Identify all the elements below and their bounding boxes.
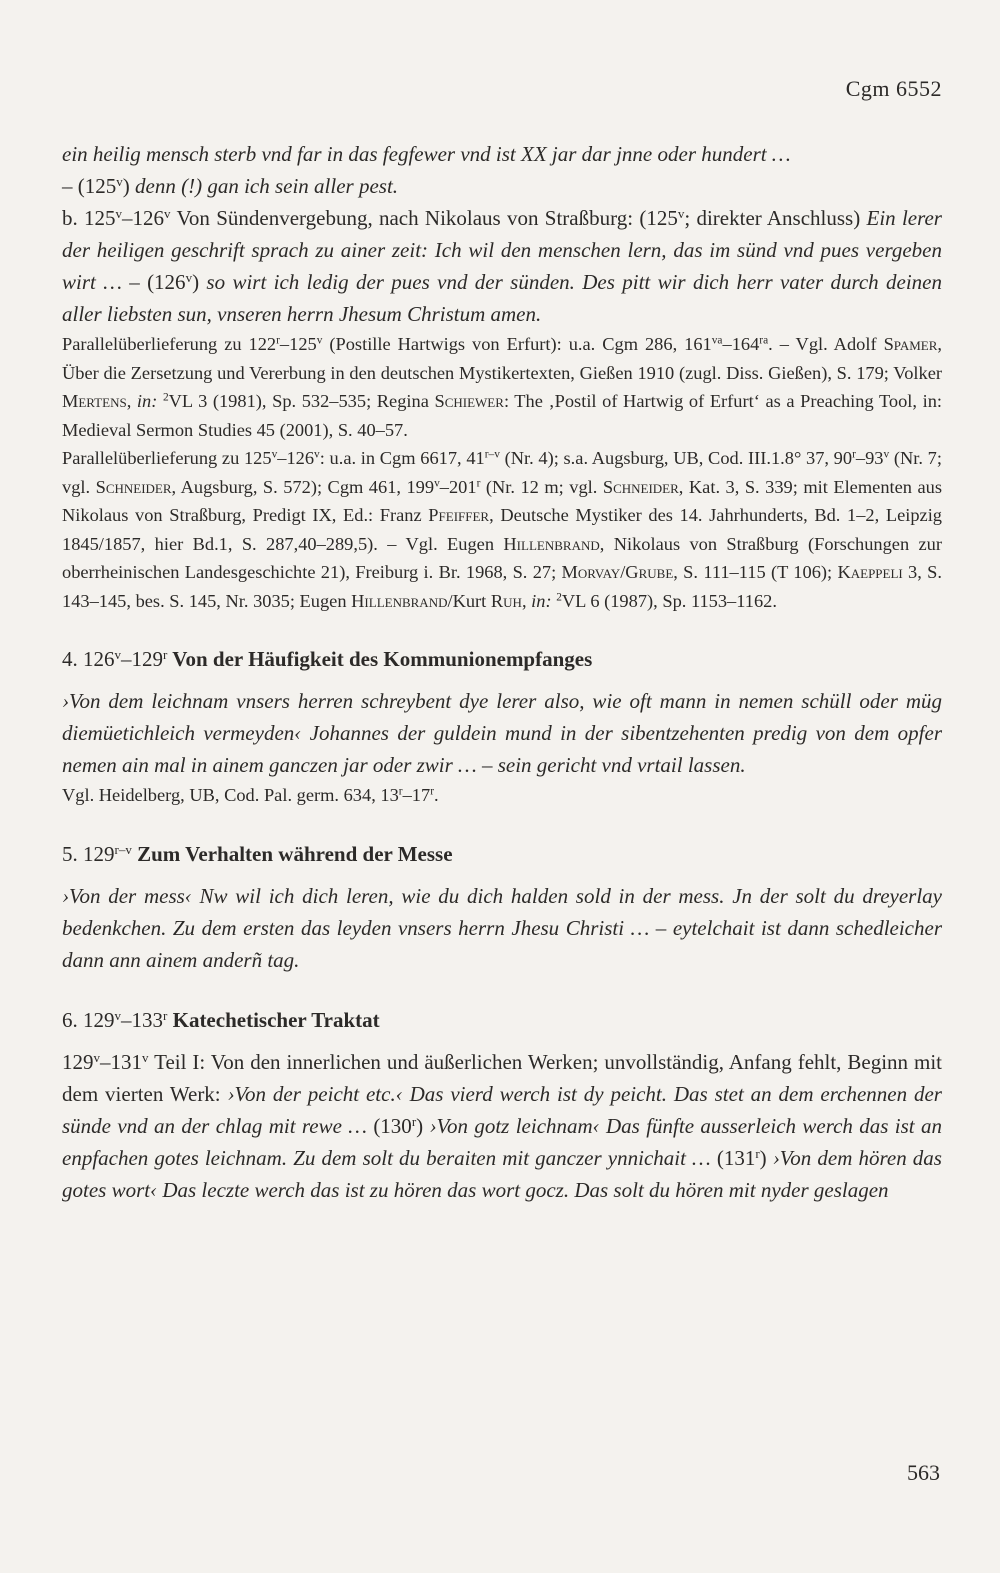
note-section-4: Vgl. Heidelberg, UB, Cod. Pal. germ. 634, 13$^r$–17$^r$.	[62, 785, 439, 805]
section-heading-6: 6. 129$^v$–133$^r$ Katechetischer Traktat	[62, 1007, 380, 1032]
text-block-section-6: 129$^v$–131$^v$ Teil I: Von den innerlichen und äußerlichen Werken; unvollständig, Anfang fehlt, Beginn mit dem vierten Werk: ›Von der peicht etc.‹ Das vierd werch ist dy peicht. Das stet an dem erchennen der sünde vnd an der chlag mit rewe … (130$^r$) ›Von gotz leichnam‹ Das fünfte ausserleich werch das ist an enpfachen gotes leichnam. Zu dem solt du beraiten mit ganczer ynnichait … (131$^r$) ›Von dem hören das gotes wort‹ Das leczte werch das ist zu hören das wort gocz. Das solt du hören mit nyder geslagen	[62, 1049, 942, 1202]
running-head: Cgm 6552	[845, 76, 942, 101]
section-heading-4: 4. 126$^v$–129$^r$ Von der Häufigkeit des Kommunionempfanges	[62, 646, 593, 671]
page-body	[62, 138, 942, 1206]
page-number: 563	[907, 1460, 940, 1485]
note-parallel-tradition-2: Parallelüberlieferung zu 125$^v$–126$^v$: u.a. in Cgm 6617, 41$^{r-v}$ (Nr. 4); s.a. Augsburg, UB, Cod. III.1.8° 37, 90$^r$–93$^v$ (Nr. 7; vgl. Schneider, Augsburg, S. 572); Cgm 461, 199$^v$–201$^r$ (Nr. 12 m; vgl. Schneider, Kat. 3, S. 339; mit Elementen aus Nikolaus von Straßburg, Predigt IX, Ed.: Franz Pfeiffer, Deutsche Mystiker des 14. Jahrhunderts, Bd. 1–2, Leipzig 1845/1857, hier Bd.1, S. 287,40–289,5). – Vgl. Eugen Hillenbrand, Nikolaus von Straßburg (Forschungen zur oberrheinischen Landesgeschichte 21), Freiburg i. Br. 1968, S. 27; Morvay/Grube, S. 111–115 (T 106); Kaeppeli 3, S. 143–145, bes. S. 145, Nr. 3035; Eugen Hillenbrand/Kurt Ruh, in: $^2$VL 6 (1987), Sp. 1153–1162.	[62, 448, 943, 611]
text-block-section-b: b. 125$^v$–126$^v$ Von Sündenvergebung, nach Nikolaus von Straßburg: (125$^v$; direkter Anschluss) Ein lerer der heiligen geschrift sprach zu ainer zeit: Ich wil den menschen lern, das im sünd vnd pues vergeben wirt … – (126$^v$) so wirt ich ledig der pues vnd der sünden. Des pitt wir dich herr vater durch deinen aller liebsten sun, vnseren herrn Jhesum Christum amen.	[62, 205, 942, 326]
text-block-section-4: ›Von dem leichnam vnsers herren schreybent dye lerer also, wie oft mann in nemen schüll oder müg diemüetichleich vermeyden‹ Johannes der guldein mund in der sibentzehenten predig von dem opfer nemen ain mal in ainem ganczen jar oder zwir … – sein gericht vnd vrtail lassen.	[62, 689, 942, 777]
text-block-section-5: ›Von der mess‹ Nw wil ich dich leren, wie du dich halden sold in der mess. Jn der solt du dreyerlay bedenkchen. Zu dem ersten das leyden vnsers herrn Jhesu Christi … – eytelchait ist dann schedleicher dann ann ainem anderñ tag.	[62, 883, 942, 972]
section-heading-5: 5. 129$^{r-v}$ Zum Verhalten während der Messe	[62, 841, 453, 866]
text-block-continuation: ein heilig mensch sterb vnd far in das fegfewer vnd ist XX jar dar jnne oder hundert … – (125$^v$) denn (!) gan ich sein aller pest.	[62, 142, 791, 198]
note-parallel-tradition-1: Parallelüberlieferung zu 122$^r$–125$^v$ (Postille Hartwigs von Erfurt): u.a. Cgm 286, $161^{va}-164^{ra}$. – Vgl. Adolf Spamer, Über die Zersetzung und Vererbung in den deutschen Mystikertexten, Gießen 1910 (zugl. Diss. Gießen), S. 179; Volker Mertens, in: $^2$VL 3 (1981), Sp. 532–535; Regina Schiewer: The ‚Postil of Hartwig of Erfurt‘ as a Preaching Tool, in: Medieval Sermon Studies 45 (2001), S. 40–57.	[62, 334, 942, 440]
